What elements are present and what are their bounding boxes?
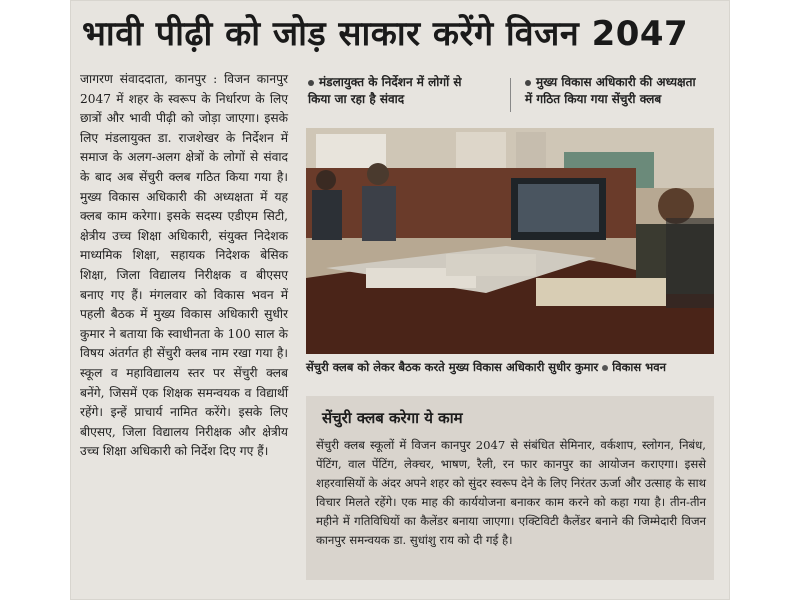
bullet-icon	[525, 80, 531, 86]
photo-caption	[306, 360, 714, 375]
info-box	[306, 396, 714, 580]
meeting-photo-illustration	[306, 128, 714, 354]
info-box-body: सेंचुरी क्लब स्कूलों में विजन कानपुर 2047 से संबंधित सेमिनार, वर्कशाप, स्लोगन, निबंध, पेंटिंग, वाल पेंटिंग, लेक्चर, भाषण, रैली, रन फार कानपुर का आयोजन कराएगा। इससे शहरवासियों के अंदर अपने शहर को सुंदर स्वरूप देने के लिए निरंतर ऊर्जा और उत्साह के साथ विचार मिलते रहेंगे। एक माह की कार्ययोजना बनाकर काम करने को कहा गया है। तीन-तीन महीने में गतिविधियों का कैलेंडर बनाया जाएगा। एक्टिविटी कैलेंडर बनाने की जिम्मेदारी विजन कानपुर समन्वयक डा. सुधांशु राय को दी गई है।	[316, 438, 706, 547]
bullet-icon	[602, 365, 608, 371]
info-box-title: सेंचुरी क्लब करेगा ये काम	[322, 409, 463, 427]
subhead-2-text: मुख्य विकास अधिकारी की अध्यक्षता में गठित किया गया सेंचुरी क्लब	[525, 75, 696, 106]
subhead-divider	[510, 78, 511, 112]
subhead-1-text: मंडलायुक्त के निर्देशन में लोगों से किया जा रहा है संवाद	[308, 75, 462, 106]
bullet-icon	[308, 80, 314, 86]
caption-text: सेंचुरी क्लब को लेकर बैठक करते मुख्य विकास अधिकारी सुधीर कुमार	[306, 360, 599, 374]
subhead-2	[525, 74, 705, 108]
headline: भावी पीढ़ी को जोड़ साकार करेंगे विजन 2047	[82, 14, 689, 54]
newspaper-clipping	[70, 0, 730, 600]
caption-credit: विकास भवन	[612, 360, 667, 374]
meeting-photo	[306, 128, 714, 354]
subhead-1	[308, 74, 488, 108]
article-body-left: जागरण संवाददाता, कानपुर : विजन कानपुर 2047 में शहर के स्वरूप के निर्धारण के लिए छात्रों और भावी पीढ़ी को जोड़ा जाएगा। इसके लिए मंडलायुक्त डा. राजशेखर के निर्देशन में समाज के अलग-अलग क्षेत्रों के लोगों से संवाद के बाद अब सेंचुरी क्लब गठित किया गया है। मुख्य विकास अधिकारी की अध्यक्षता में यह क्लब काम करेगा। इसके सदस्य एडीएम सिटी, क्षेत्रीय उच्च शिक्षा अधिकारी, संयुक्त निदेशक माध्यमिक शिक्षा, सहायक निदेशक बेसिक शिक्षा, जिला विद्यालय निरीक्षक व बीएसए बनाए गए हैं। मंगलवार को विकास भवन में पहली बैठक में मुख्य विकास अधिकारी सुधीर कुमार ने बताया कि स्वाधीनता के 100 साल के विषय अंतर्गत ही सेंचुरी क्लब नाम रखा गया है। स्कूल व महाविद्यालय स्तर पर सेंचुरी क्लब बनेंगे, जिसमें एक शिक्षक समन्वयक व विद्यार्थी रहेंगे। इन्हें प्राचार्य नामित करेंगे। इसके लिए बीएसए, जिला विद्यालय निरीक्षक और क्षेत्रीय उच्च शिक्षा अधिकारी को निर्देश दिए गए हैं।	[80, 72, 288, 459]
